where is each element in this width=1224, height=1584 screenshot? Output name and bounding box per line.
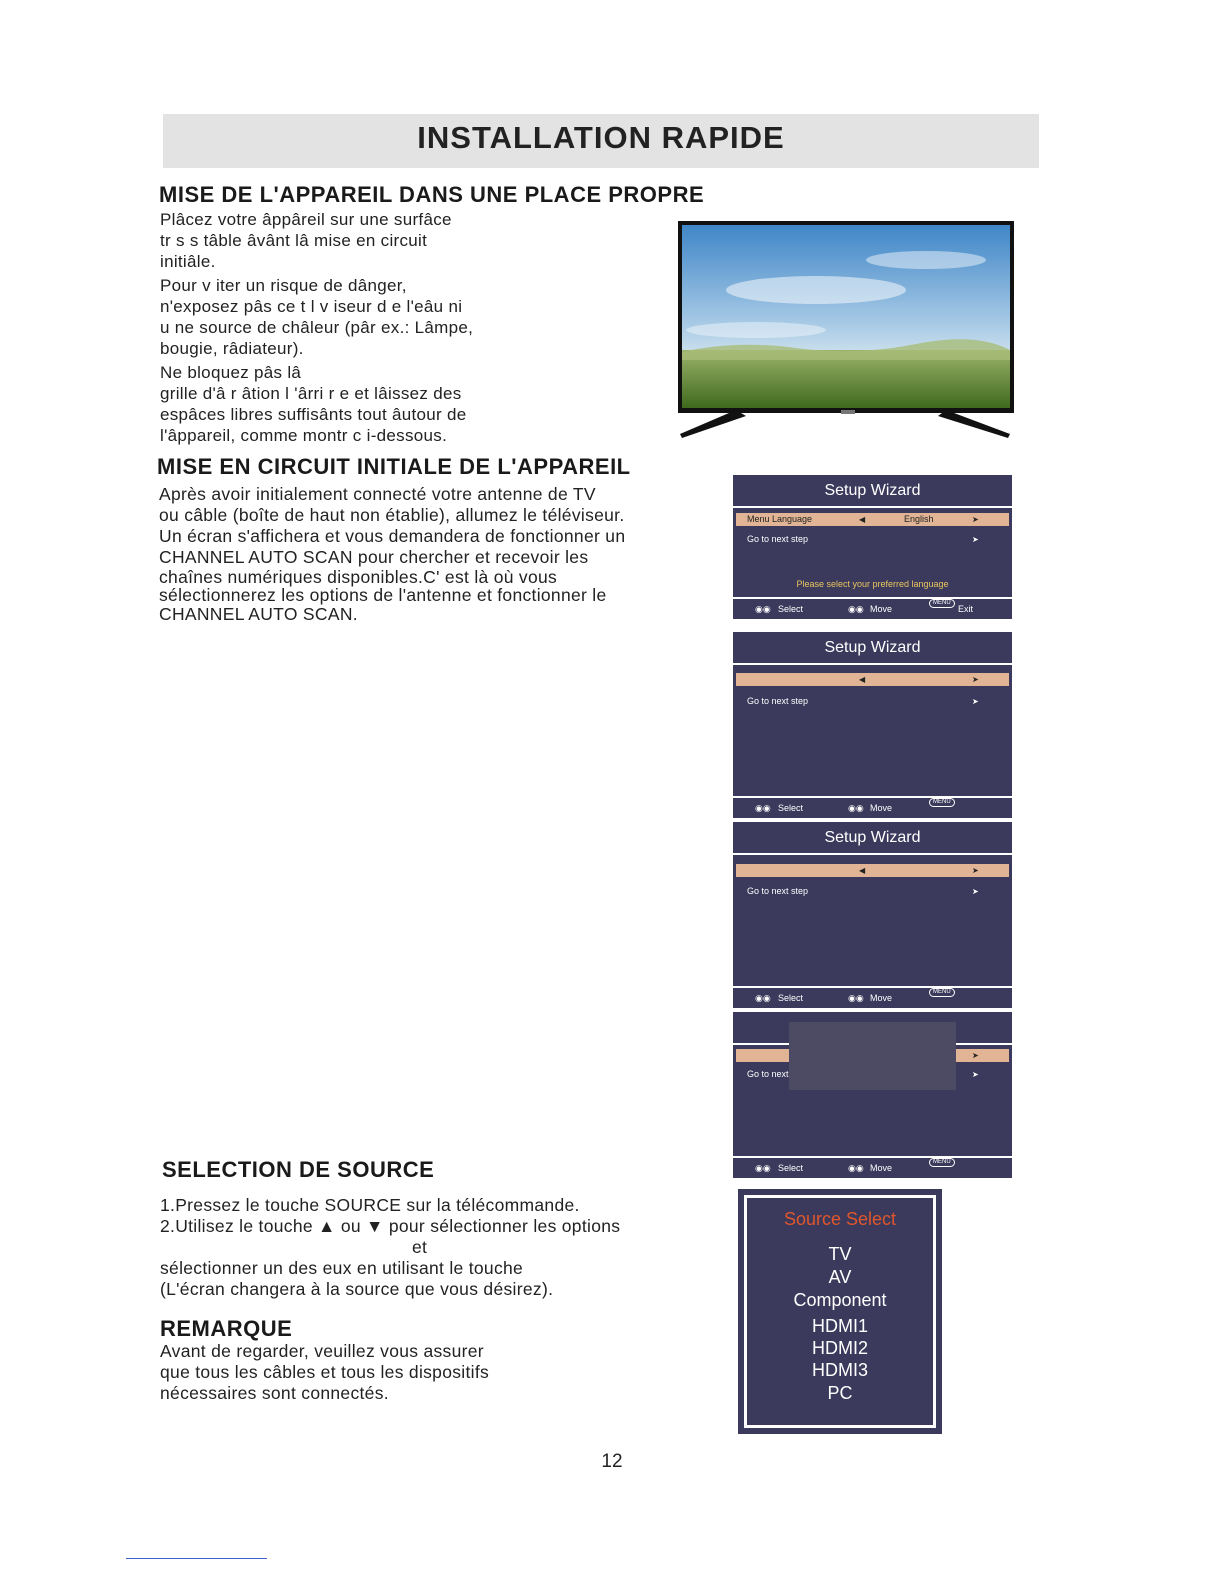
- page-number: 12: [601, 1451, 623, 1472]
- arrow-right-icon: ➤: [972, 535, 979, 544]
- text-line: 2.Utilisez le touche ▲ ou ▼ pour sélectionner les options: [160, 1216, 621, 1236]
- tv-stand-right: [938, 410, 1010, 438]
- text-line: initiâle.: [160, 252, 216, 271]
- text-line: nécessaires sont connectés.: [160, 1383, 389, 1403]
- menu-language-value: English: [904, 514, 934, 524]
- text-line: tr s s tâble âvânt lâ mise en circuit: [160, 231, 428, 250]
- option-row[interactable]: [736, 864, 1009, 877]
- text-line: CHANNEL AUTO SCAN pour chercher et recevoir les: [159, 547, 589, 567]
- section-heading-placement: MISE DE L'APPAREIL DANS UNE PLACE PROPRE: [159, 182, 705, 207]
- wizard-footer: ◉◉ Select ◉◉ Move MENU: [733, 796, 1012, 818]
- footer-move: Move: [870, 803, 893, 813]
- arrow-right-icon: ➤: [972, 675, 979, 684]
- remark-paragraph: [160, 1341, 489, 1404]
- arrow-left-icon: ◀: [859, 675, 866, 684]
- text-line: espâces libres suffisânts tout âutour de: [160, 405, 467, 424]
- arrow-right-icon: ➤: [972, 1051, 979, 1060]
- select-icon: ◉◉: [755, 993, 771, 1003]
- footer-move: Move: [870, 604, 893, 614]
- setup-wizard-screen-2: [733, 632, 1012, 818]
- setup-wizard-screen-language: [733, 475, 1012, 619]
- title-banner: [163, 114, 1039, 168]
- placement-paragraph: [160, 209, 473, 446]
- arrow-right-icon: ➤: [972, 697, 979, 706]
- wizard-footer: ◉◉ Select ◉◉ Move MENU: [733, 986, 1012, 1008]
- footer-select: Select: [778, 803, 804, 813]
- move-icon: ◉◉: [848, 993, 864, 1003]
- section-heading-power-on: MISE EN CIRCUIT INITIALE DE L'APPAREIL: [157, 454, 631, 479]
- text-line: l'âppareil, comme montr c i-dessous.: [160, 426, 448, 445]
- arrow-right-icon: ➤: [972, 515, 979, 524]
- source-option-hdmi2[interactable]: HDMI2: [811, 1338, 868, 1358]
- page-title: INSTALLATION RAPIDE: [417, 120, 785, 155]
- option-row[interactable]: [736, 673, 1009, 686]
- text-line: 1.Pressez le touche SOURCE sur la télécommande.: [160, 1195, 580, 1215]
- next-step-label: Go to next step: [747, 534, 809, 544]
- tv-illustration: [676, 220, 1014, 442]
- next-step-row[interactable]: [736, 533, 1009, 546]
- text-line: (L'écran changera à la source que vous désirez).: [160, 1279, 554, 1299]
- source-option-pc[interactable]: PC: [827, 1383, 853, 1403]
- footer-select: Select: [778, 1163, 804, 1173]
- footer-divider: [126, 1558, 267, 1559]
- text-line: Plâcez votre âppâreil sur une surfâce: [160, 210, 452, 229]
- popup-dialog: [789, 1022, 956, 1090]
- text-line: CHANNEL AUTO SCAN.: [159, 604, 358, 624]
- move-icon: ◉◉: [848, 604, 864, 614]
- footer-move: Move: [870, 1163, 893, 1173]
- text-line: u ne source de châleur (pâr ex.: Lâmpe,: [160, 318, 474, 337]
- text-line: Avant de regarder, veuillez vous assurer: [160, 1341, 484, 1361]
- text-line: ou câble (boîte de haut non établie), allumez le téléviseur.: [159, 505, 625, 525]
- wizard-title: Setup Wizard: [733, 822, 1012, 855]
- footer-move: Move: [870, 993, 893, 1003]
- menu-language-row[interactable]: [736, 513, 1009, 526]
- arrow-left-icon: ◀: [859, 866, 866, 875]
- wizard-footer: ◉◉ Select ◉◉ Move MENU: [733, 1156, 1012, 1178]
- source-option-av[interactable]: AV: [828, 1267, 852, 1287]
- source-option-component[interactable]: Component: [793, 1290, 887, 1310]
- menu-language-label: Menu Language: [747, 514, 813, 524]
- text-line: Pour v iter un risque de dânger,: [160, 276, 407, 295]
- source-option-hdmi1[interactable]: HDMI1: [811, 1316, 868, 1336]
- text-line: Un écran s'affichera et vous demandera de fonctionner un: [159, 526, 626, 546]
- text-line: sélectionnerez les options de l'antenne et fonctionner le: [159, 585, 607, 605]
- text-line: que tous les câbles et tous les dispositifs: [160, 1362, 490, 1382]
- text-line: Ne bloquez pâs lâ: [160, 363, 302, 382]
- text-line: sélectionner un des eux en utilisant le touche: [160, 1258, 524, 1278]
- source-option-tv[interactable]: TV: [828, 1244, 852, 1264]
- text-line: Après avoir initialement connecté votre antenne de TV: [159, 484, 596, 504]
- arrow-right-icon: ➤: [972, 887, 979, 896]
- wizard-footer: ◉◉ Select ◉◉ Move MENU Exit: [733, 597, 1012, 619]
- text-line: n'exposez pâs ce t l v iseur d e l'eâu ni: [160, 297, 463, 316]
- source-select-screen: [738, 1189, 942, 1434]
- select-icon: ◉◉: [755, 604, 771, 614]
- footer-exit: Exit: [958, 604, 974, 614]
- source-select-title: Source Select: [783, 1209, 897, 1229]
- text-line: et: [412, 1237, 428, 1257]
- text-line: bougie, râdiateur).: [160, 339, 304, 358]
- setup-wizard-screen-3: [733, 822, 1012, 1008]
- move-icon: ◉◉: [848, 1163, 864, 1173]
- footer-select: Select: [778, 993, 804, 1003]
- arrow-right-icon: ➤: [972, 1070, 979, 1079]
- footer-select: Select: [778, 604, 804, 614]
- next-step-row[interactable]: [736, 885, 1009, 898]
- select-icon: ◉◉: [755, 1163, 771, 1173]
- wizard-title: Setup Wizard: [733, 475, 1012, 508]
- power-on-paragraph: [159, 484, 625, 624]
- text-line: chaînes numériques disponibles.C' est là où vous: [159, 567, 558, 587]
- next-step-row[interactable]: [736, 695, 1009, 708]
- text-line: grille d'â r âtion l 'ârri r e et lâissez des: [160, 384, 462, 403]
- tv-stand-left: [680, 410, 746, 438]
- setup-wizard-screen-4: [733, 1012, 1012, 1178]
- next-step-label: Go to next step: [747, 696, 809, 706]
- language-prompt: Please select your preferred language: [796, 579, 949, 589]
- remark-heading: REMARQUE: [160, 1316, 293, 1341]
- wizard-title: Setup Wizard: [733, 632, 1012, 665]
- arrow-right-icon: ➤: [972, 866, 979, 875]
- source-option-hdmi3[interactable]: HDMI3: [811, 1360, 868, 1380]
- next-step-label-partial: Go to next: [747, 1069, 789, 1079]
- select-icon: ◉◉: [755, 803, 771, 813]
- move-icon: ◉◉: [848, 803, 864, 813]
- next-step-label: Go to next step: [747, 886, 809, 896]
- arrow-left-icon: ◀: [859, 515, 866, 524]
- section-heading-source: SELECTION DE SOURCE: [162, 1157, 435, 1182]
- source-paragraph: [160, 1195, 620, 1300]
